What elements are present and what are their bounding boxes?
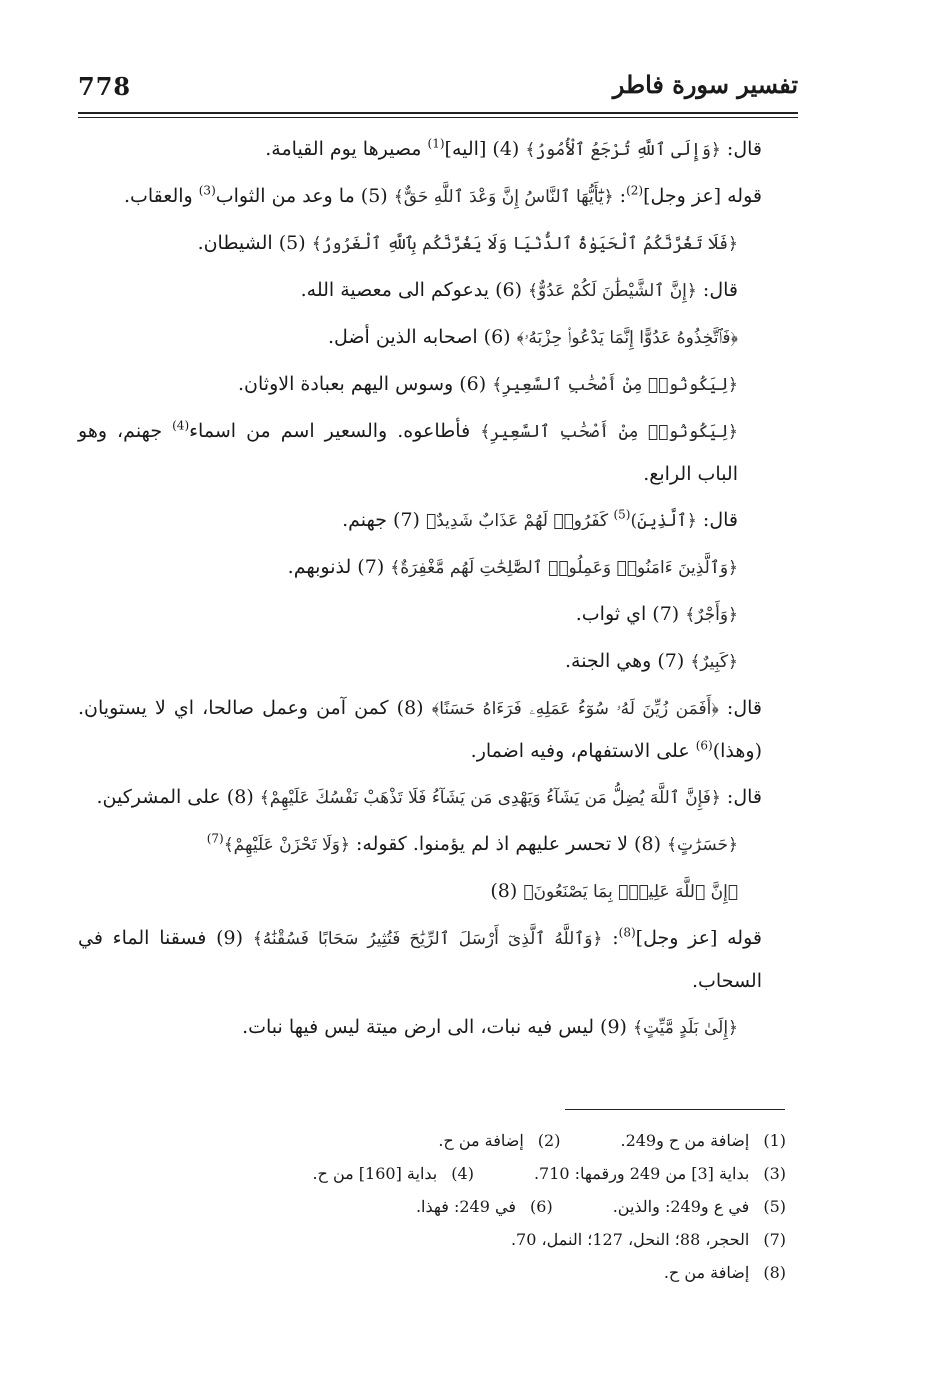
quran-verse: ﴿وَأَجْرٌ﴾ [685,605,738,625]
quran-verse: كَفَرُوا۟ لَهُمْ عَذَابٌ شَدِيدٌ﴾ [426,511,614,531]
footnote-ref: (7) [206,831,224,846]
header-title: تفسير سورة فاطر [612,70,798,99]
footnote-ref: (3) [198,183,216,198]
footnote-4: (4)بداية [160] من ح. [312,1164,474,1183]
header-rule-thin [78,117,798,118]
paragraph-1: قال: ﴿وَإِلَى ٱللَّهِ تُرْجَعُ ٱلْأُمُورُ﴾ (4) [اليه]$^{(1)}$ مصيرها يوم القيامة. [265,136,762,160]
paragraph-8: قال: ﴿ٱلَّذِينَ)$^{(5)}$ كَفَرُوا۟ لَهُمْ عَذَابٌ شَدِيدٌ﴾ (7) جهنم. [342,507,738,531]
quran-verse: ﴿وَإِلَى ٱللَّهِ تُرْجَعُ ٱلْأُمُورُ﴾ [525,140,721,160]
footnote-ref: (2) [626,183,644,198]
quran-verse: ﴿لِيَكُونُوا۟ مِنْ أَصْحَٰبِ ٱلسَّعِيرِ﴾ [492,375,738,395]
paragraph-16: قوله [عز وجل]$^{(8)}$: ﴿وَٱللَّهُ ٱلَّذِىٓ أَرْسَلَ ٱلرِّيَٰحَ فَتُثِيرُ سَحَابًا فَسُقْنَٰهُ﴾ (9) فسقنا الماء في السحاب. [78,925,762,992]
body-text [78,128,798,1053]
running-header [78,66,798,110]
quran-verse: ﴿حَسَرَٰتٍ﴾ [667,835,738,855]
quran-verse: ﴿وَلَا تَحْزَنْ عَلَيْهِمْ﴾ [223,835,350,855]
paragraph-7: ﴿لِيَكُونُوا۟ مِنْ أَصْحَٰبِ ٱلسَّعِيرِ﴾ فأطاعوه. والسعير اسم من اسماء$^{(4)}$ جهنم، وهو الباب الرابع. [78,418,739,485]
quran-verse: ﴿فَٱتَّخِذُوهُ عَدُوًّا إِنَّمَا يَدْعُوا۟ حِزْبَهُۥ﴾ [516,328,738,348]
quran-verse: ﴿فَلَا تَغُرَّنَّكُمُ ٱلْحَيَوٰةُ ٱلدُّنْيَا وَلَا يَغُرَّنَّكُم بِٱللَّهِ ٱلْغَرُورُ﴾ [311,234,738,254]
quran-verse: ﴿إِلَىٰ بَلَدٍ مَّيِّتٍ﴾ [632,1018,738,1038]
footnote-3: (3)بداية [3] من 249 ورقمها: 710. [533,1164,786,1183]
footnote-2: (2)إضافة من ح. [438,1131,561,1150]
quran-verse: ﴿ٱلَّذِينَ) [630,511,697,531]
footnote-8: (8)إضافة من ح. [663,1263,786,1282]
paragraph-5: ﴿فَٱتَّخِذُوهُ عَدُوًّا إِنَّمَا يَدْعُوا۟ حِزْبَهُۥ﴾ (6) اصحابه الذين أضل. [327,326,738,348]
paragraph-15: ﴿إِنَّ ٱللَّهَ عَلِيمٌۢ بِمَا يَصْنَعُونَ﴾ (8) [490,880,738,902]
footnote-7: (7)الحجر، 88؛ النحل، 127؛ النمل، 70. [510,1230,786,1249]
footnote-ref: (4) [172,418,190,433]
quran-verse: ﴿إِنَّ ٱلشَّيْطَٰنَ لَكُمْ عَدُوٌّ﴾ [528,281,697,301]
paragraph-4: قال: ﴿إِنَّ ٱلشَّيْطَٰنَ لَكُمْ عَدُوٌّ﴾ (6) يدعوكم الى معصية الله. [300,279,738,301]
quran-verse: ﴿يَٰٓأَيُّهَا ٱلنَّاسُ إِنَّ وَعْدَ ٱللَّهِ حَقٌّ﴾ [393,187,614,207]
paragraph-10: ﴿وَأَجْرٌ﴾ (7) اي ثواب. [575,603,738,625]
quran-verse: ﴿وَٱللَّهُ ٱلَّذِىٓ أَرْسَلَ ٱلرِّيَٰحَ فَتُثِيرُ سَحَابًا فَسُقْنَٰهُ﴾ [252,929,603,949]
paragraph-12: قال: ﴿أَفَمَن زُيِّنَ لَهُۥ سُوٓءُ عَمَلِهِۦ فَرَءَاهُ حَسَنًا﴾ (8) كمن آمن وعمل صالحا، اي لا يستويان. (وهذا)$^{(6)}$ على الاستفهام، وفيه اضمار. [78,697,762,762]
page-number: 778 [78,72,132,101]
quran-verse: ﴿إِنَّ ٱللَّهَ عَلِيمٌۢ بِمَا يَصْنَعُونَ﴾ [523,882,738,902]
quran-verse: ﴿فَإِنَّ ٱللَّهَ يُضِلُّ مَن يَشَآءُ وَيَهْدِى مَن يَشَآءُ فَلَا تَذْهَبْ نَفْسُكَ عَلَيْهِمْ﴾ [259,788,721,808]
quran-verse: ﴿كَبِيرٌ﴾ [690,652,738,672]
paragraph-14: ﴿حَسَرَٰتٍ﴾ (8) لا تحسر عليهم اذ لم يؤمنوا. كقوله: ﴿وَلَا تَحْزَنْ عَلَيْهِمْ﴾$^{(7)}$ [206,831,738,855]
paragraph-6: ﴿لِيَكُونُوا۟ مِنْ أَصْحَٰبِ ٱلسَّعِيرِ﴾ (6) وسوس اليهم بعبادة الاوثان. [238,373,738,395]
quran-verse: ﴿أَفَمَن زُيِّنَ لَهُۥ سُوٓءُ عَمَلِهِۦ فَرَءَاهُ حَسَنًا﴾ [431,699,719,719]
footnote-separator [565,1109,785,1110]
header-rule [78,112,798,114]
footnotes [200,1124,786,1289]
footnote-ref: (8) [618,925,636,940]
paragraph-11: ﴿كَبِيرٌ﴾ (7) وهي الجنة. [564,650,738,672]
footnote-ref: (6) [695,738,713,753]
quran-verse: ﴿وَٱلَّذِينَ ءَامَنُوا۟ وَعَمِلُوا۟ ٱلصَّٰلِحَٰتِ لَهُم مَّغْفِرَةٌ﴾ [390,558,738,578]
footnote-ref: (1) [427,136,445,151]
paragraph-3: ﴿فَلَا تَغُرَّنَّكُمُ ٱلْحَيَوٰةُ ٱلدُّنْيَا وَلَا يَغُرَّنَّكُم بِٱللَّهِ ٱلْغَرُورُ﴾ (5) الشيطان. [197,232,738,254]
footnote-5: (5)في ع و249: والذين. [612,1197,786,1216]
footnote-6: (6)في 249: فهذا. [415,1197,553,1216]
footnote-ref: (5) [613,507,631,522]
paragraph-13: قال: ﴿فَإِنَّ ٱللَّهَ يُضِلُّ مَن يَشَآءُ وَيَهْدِى مَن يَشَآءُ فَلَا تَذْهَبْ نَفْسُكَ عَلَيْهِمْ﴾ (8) على المشركين. [96,786,762,808]
paragraph-2: قوله [عز وجل]$^{(2)}$: ﴿يَٰٓأَيُّهَا ٱلنَّاسُ إِنَّ وَعْدَ ٱللَّهِ حَقٌّ﴾ (5) ما وعد من الثواب$^{(3)}$ والعقاب. [123,183,762,207]
paragraph-9: ﴿وَٱلَّذِينَ ءَامَنُوا۟ وَعَمِلُوا۟ ٱلصَّٰلِحَٰتِ لَهُم مَّغْفِرَةٌ﴾ (7) لذنوبهم. [287,556,738,578]
paragraph-17: ﴿إِلَىٰ بَلَدٍ مَّيِّتٍ﴾ (9) ليس فيه نبات، الى ارض ميتة ليس فيها نبات. [242,1016,738,1038]
quran-verse: ﴿لِيَكُونُوا۟ مِنْ أَصْحَٰبِ ٱلسَّعِيرِ﴾ [480,422,739,442]
footnote-1: (1)إضافة من ح و249. [620,1131,786,1150]
